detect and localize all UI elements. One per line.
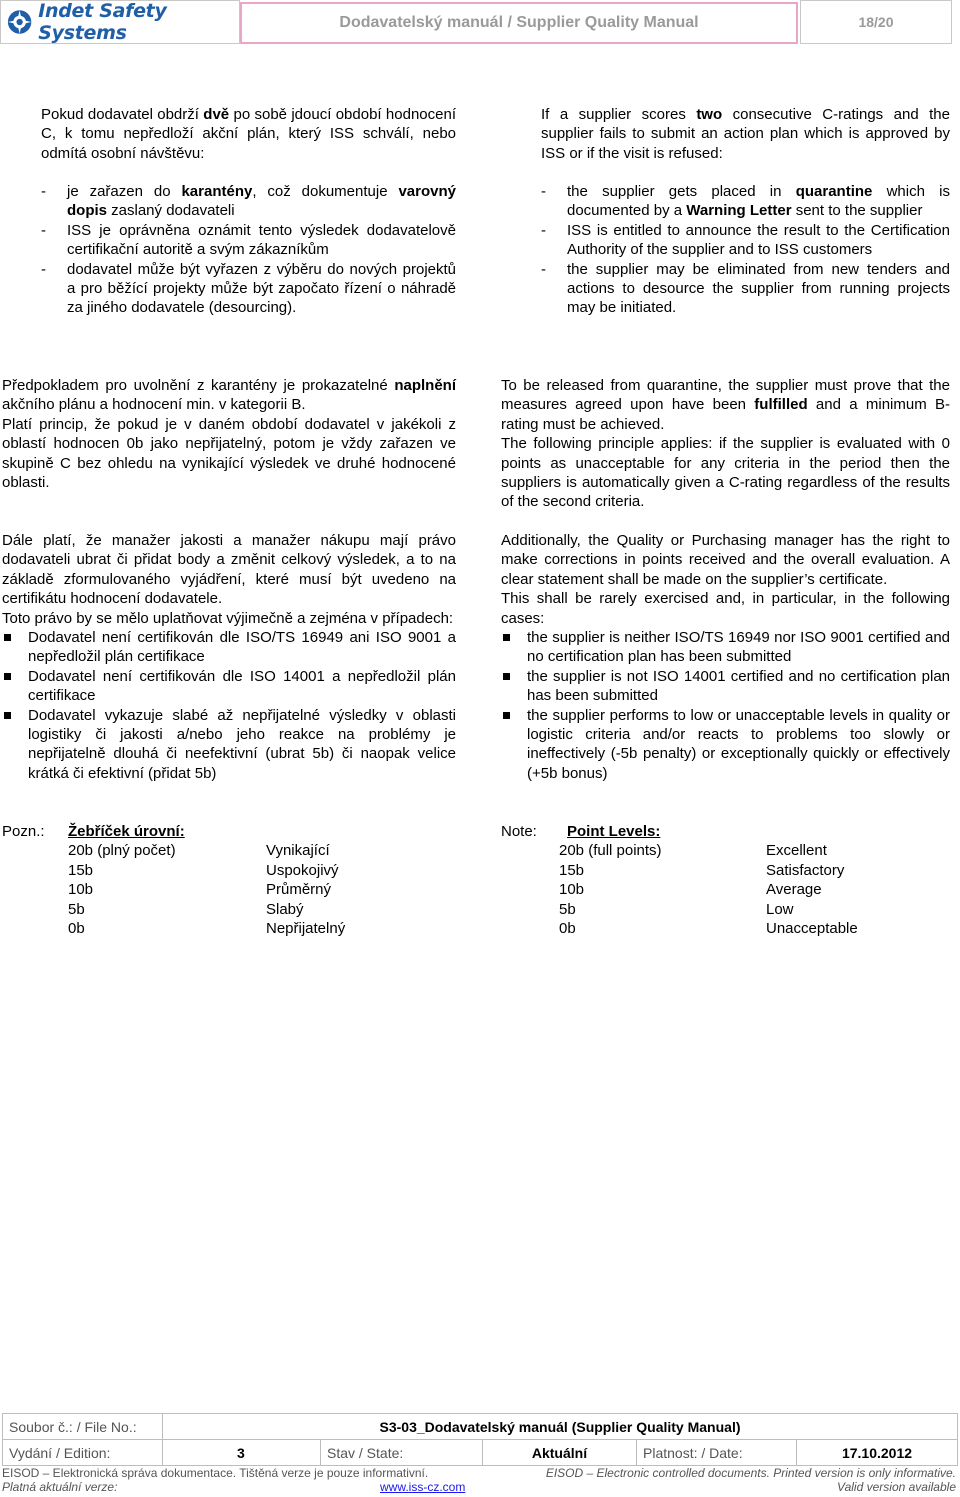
- date-label: Platnost: / Date:: [637, 1440, 797, 1466]
- en-consequence-list: [541, 182, 950, 318]
- list-item: - ISS is entitled to announce the result to the Certification Authority of the supplier and to ISS customers: [541, 221, 950, 260]
- list-item: Dodavatel vykazuje slabé až nepřijatelné výsledky v oblasti logistiky či jakosti a/nebo jeho reakce na problémy je nepřijatelně dlouhá či neefektivní (ubrat 5b) či naopak velice krátká či efektivní (přidat 5b): [2, 706, 456, 784]
- footer-note-en: EISOD – Electronic controlled documents. Printed version is only informative.: [545, 1466, 956, 1480]
- list-item: the supplier is not ISO 14001 certified and no certification plan has been submitted: [501, 667, 950, 706]
- list-item: - ISS je oprávněna oznámit tento výsledek dodavatelově certifikační autoritě a svým zákazníkům: [41, 221, 456, 260]
- level-row: 5b Slabý: [68, 900, 304, 918]
- en-cases-list: [501, 628, 950, 783]
- list-item: - the supplier may be eliminated from new tenders and actions to desource the supplier from running projects may be initiated.: [541, 260, 950, 318]
- file-value: S3-03_Dodavatelský manuál (Supplier Quality Manual): [163, 1414, 958, 1440]
- cz-consequence-list: [41, 182, 456, 318]
- level-row: 10b Average: [559, 881, 822, 899]
- level-row: 0b Unacceptable: [559, 920, 858, 938]
- date-value: 17.10.2012: [797, 1440, 958, 1466]
- cz-levels: [2, 822, 462, 938]
- cz-intro: Pokud dodavatel obdrží dvě po sobě jdoucí období hodnocení C, k tomu nepředloží akční plán, který ISS schválí, nebo odmítá osobní návštěvu:: [41, 106, 456, 162]
- state-value: Aktuální: [483, 1440, 637, 1466]
- edition-label: Vydání / Edition:: [3, 1440, 163, 1466]
- list-item: Dodavatel není certifikován dle ISO 14001 a nepředložil plán certifikace: [2, 667, 456, 706]
- level-row: 15b Uspokojivý: [68, 861, 339, 879]
- edition-value: 3: [163, 1440, 321, 1466]
- footer-note-cz: EISOD – Elektronická správa dokumentace. Tištěná verze je pouze informativní.: [2, 1466, 429, 1480]
- level-row: 20b (full points) Excellent: [559, 842, 827, 860]
- logo-text: Indet Safety Systems: [38, 0, 167, 44]
- page-number: 18/20: [800, 0, 952, 44]
- cz-release-text: Předpokladem pro uvolnění z karantény je prokazatelné naplnění akčního plánu a hodnocení min. v kategorii B. Platí princip, že pokud je v daném období dodavatel v jakékoli z oblastí hodnocen 0b jako nepřijatelný, potom je vždy zařazen ve skupině C bez ohledu na vynikající výsledek ve druhé hodnocené oblasti.: [2, 377, 456, 492]
- level-row: 20b (plný počet) Vynikající: [68, 842, 330, 860]
- cz-cases-list: [2, 628, 456, 783]
- valid-version-label-en: Valid version available: [837, 1480, 956, 1494]
- logo-mark-icon: [7, 8, 32, 36]
- list-item: - dodavatel může být vyřazen z výběru do nových projektů a pro běžící projekty může být započato řízení o náhradě za jiného dodavatele (desourcing).: [41, 260, 456, 318]
- file-label: Soubor č.: / File No.:: [3, 1414, 163, 1440]
- list-item: - the supplier gets placed in quarantine which is documented by a Warning Letter sent to the supplier: [541, 182, 950, 221]
- cz-further-text: Dále platí, že manažer jakosti a manažer nákupu mají právo dodavateli ubrat či přidat body a změnit celkový výsledek, a to na základě zformulovaného vyjádření, které musí být uvedeno na certifikátu hodnocení dodavatele. Toto právo by se mělo uplatňovat výjimečně a zejména v případech: Dodavatel není certifikován dle ISO/TS 16949 ani ISO 9001 a nepředložil plán certifikace Dodavatel není certifikován dle ISO 14001 a nepředložil plán certifikace Dodavatel vykazuje slabé až nepřijatelné výsledky v oblasti logistiky či jakosti a/nebo jeho reakce na problémy je nepřijatelně dlouhá či neefektivní (ubrat 5b) či naopak velice krátká či efektivní (přidat 5b): [2, 532, 456, 782]
- en-principle: The following principle applies: if the supplier is evaluated with 0 points as unacceptable for any criteria in the period then the suppliers is automatically given a C-rating regardless of the results of the second criteria.: [501, 435, 950, 511]
- level-row: 15b Satisfactory: [559, 861, 845, 879]
- list-item: - je zařazen do karantény, což dokumentuje varovný dopis zaslaný dodavateli: [41, 182, 456, 221]
- level-row: 0b Nepřijatelný: [68, 920, 346, 938]
- cz-note-label: Pozn.:: [2, 823, 45, 840]
- list-item: the supplier is neither ISO/TS 16949 nor ISO 9001 certified and no certification plan has been submitted: [501, 628, 950, 667]
- valid-version-label-cz: Platná aktuální verze:: [2, 1480, 118, 1494]
- website-link[interactable]: www.iss-cz.com: [380, 1480, 466, 1494]
- level-row: 5b Low: [559, 900, 794, 918]
- level-row: 10b Průměrný: [68, 881, 332, 899]
- list-item: the supplier performs to low or unacceptable levels in quality or logistic criteria and/or reacts to problems too slowly or ineffectively (-5b penalty) or exceptionally quickly or effectively (+5b bonus): [501, 706, 950, 784]
- company-logo: [0, 0, 240, 44]
- list-item: Dodavatel není certifikován dle ISO/TS 16949 ani ISO 9001 a nepředložil plán certifikace: [2, 628, 456, 667]
- state-label: Stav / State:: [321, 1440, 483, 1466]
- en-note-label: Note:: [501, 823, 537, 840]
- en-levels: [501, 822, 951, 938]
- en-release-text: To be released from quarantine, the supplier must prove that the measures agreed upon have been fulfilled and a minimum B-rating must be achieved. The following principle applies: if the supplier is evaluated with 0 points as unacceptable for any criteria in the period then the suppliers is automatically given a C-rating regardless of the results of the second criteria.: [501, 377, 950, 511]
- en-further-text: Additionally, the Quality or Purchasing manager has the right to make corrections in points received and the overall evaluation. A clear statement shall be made on the supplier’s certificate. This shall be rarely exercised and, in particular, in the following cases: the supplier is neither ISO/TS 16949 nor ISO 9001 certified and no certification plan has been submitted the supplier is not ISO 14001 certified and no certification plan has been submitted the supplier performs to low or unacceptable levels in quality or logistic criteria and/or reacts to problems too slowly or ineffectively (-5b penalty) or exceptionally quickly or effectively (+5b bonus): [501, 532, 950, 782]
- cz-principle: Platí princip, že pokud je v daném období dodavatel v jakékoli z oblastí hodnocen 0b jako nepřijatelný, potom je vždy zařazen ve skupině C bez ohledu na vynikající výsledek ve druhé hodnocené oblasti.: [2, 415, 456, 492]
- document-title: Dodavatelský manuál / Supplier Quality Manual: [240, 2, 798, 44]
- en-levels-title: Point Levels:: [567, 823, 661, 840]
- cz-levels-title: Žebříček úrovní:: [68, 823, 185, 840]
- footer-table: [2, 1413, 958, 1466]
- en-intro: If a supplier scores two consecutive C-ratings and the supplier fails to submit an action plan which is approved by ISS or if the visit is refused:: [541, 106, 950, 162]
